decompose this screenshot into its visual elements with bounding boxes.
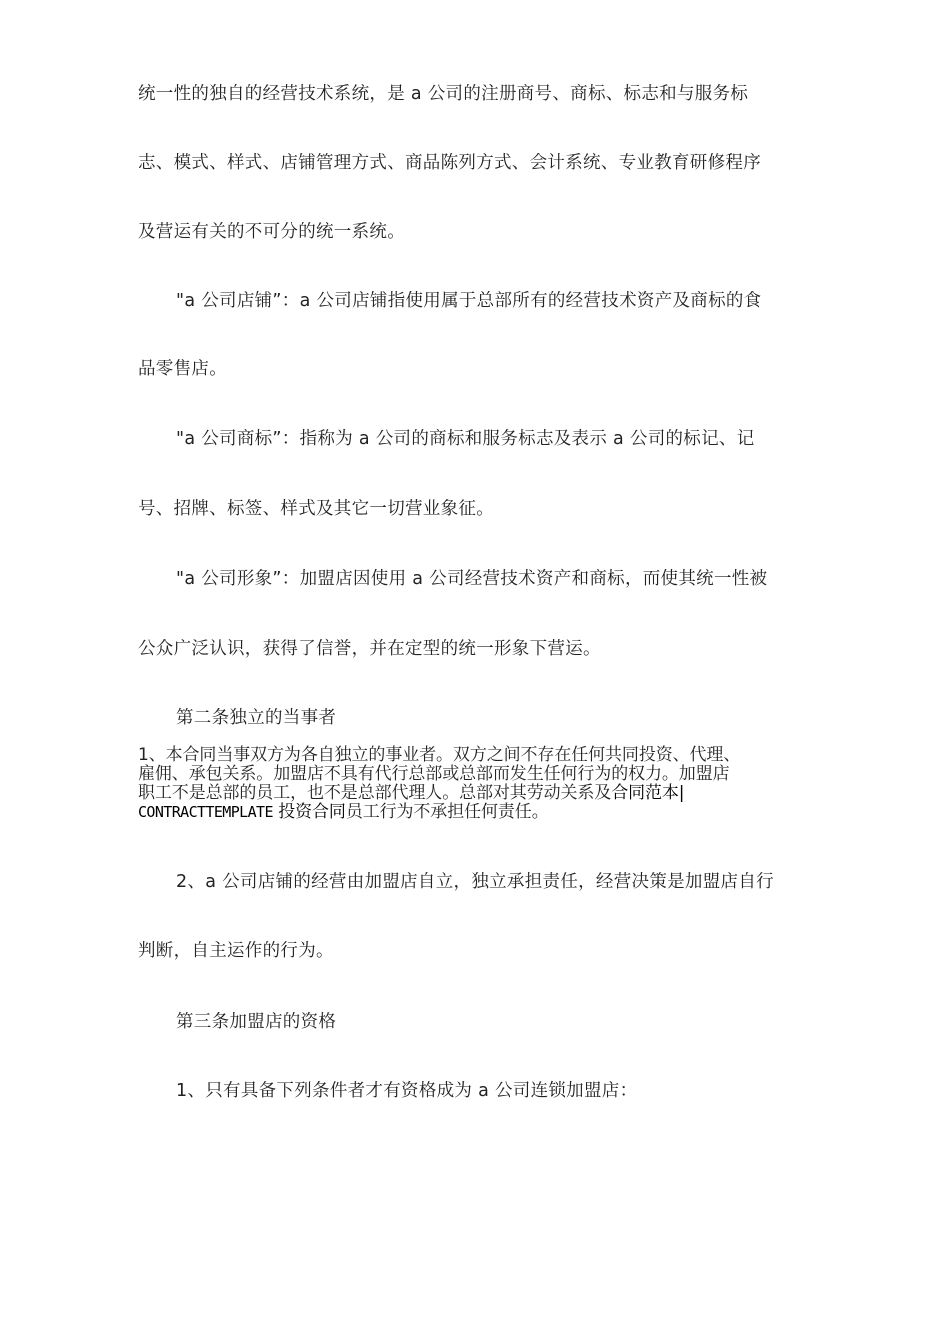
definition-trademark-line: 号、招牌、标签、样式及其它一切营业象征。 <box>138 499 494 519</box>
contract-template-link[interactable]: 合同范本| <box>611 783 685 803</box>
clause-text: 员工行为不承担任何责任。 <box>345 802 549 822</box>
investment-contract-link[interactable]: 投资合同 <box>272 802 346 822</box>
paragraph-line: 统一性的独自的经营技术系统，是 a 公司的注册商号、商标、标志和与服务标 <box>138 84 749 104</box>
contract-template-link-latin[interactable]: CONTRACTTEMPLATE <box>138 803 273 821</box>
definition-trademark-line: "a 公司商标”：指称为 a 公司的商标和服务标志及表示 a 公司的标记、记 <box>176 429 755 449</box>
definition-store-line: "a 公司店铺”：a 公司店铺指使用属于总部所有的经营技术资产及商标的食 <box>176 291 762 311</box>
clause-text: 职工不是总部的员工，也不是总部代理人。总部对其劳动关系及 <box>138 783 612 803</box>
definition-image-line: "a 公司形象”：加盟店因使用 a 公司经营技术资产和商标，而使其统一性被 <box>176 569 768 589</box>
article-2-heading: 第二条独立的当事者 <box>176 708 337 728</box>
definition-store-line: 品零售店。 <box>138 359 227 379</box>
clause-3-1-line: 1、只有具备下列条件者才有资格成为 a 公司连锁加盟店： <box>176 1081 638 1101</box>
clause-line <box>138 784 828 803</box>
definition-image-line: 公众广泛认识，获得了信誉，并在定型的统一形象下营运。 <box>138 639 601 659</box>
paragraph-line: 及营运有关的不可分的统一系统。 <box>138 222 405 242</box>
clause-2-2-line: 判断，自主运作的行为。 <box>138 941 334 961</box>
clause-2-2-line: 2、a 公司店铺的经营由加盟店自立，独立承担责任，经营决策是加盟店自行 <box>176 872 774 892</box>
clause-2-1 <box>138 746 828 822</box>
article-3-heading: 第三条加盟店的资格 <box>176 1012 337 1032</box>
paragraph-line: 志、模式、样式、店铺管理方式、商品陈列方式、会计系统、专业教育研修程序 <box>138 153 761 173</box>
clause-line: 1、本合同当事双方为各自独立的事业者。双方之间不存在任何共同投资、代理、 <box>138 745 741 765</box>
clause-line <box>138 803 828 822</box>
clause-line: 雇佣、承包关系。加盟店不具有代行总部或总部而发生任何行为的权力。加盟店 <box>138 764 730 784</box>
